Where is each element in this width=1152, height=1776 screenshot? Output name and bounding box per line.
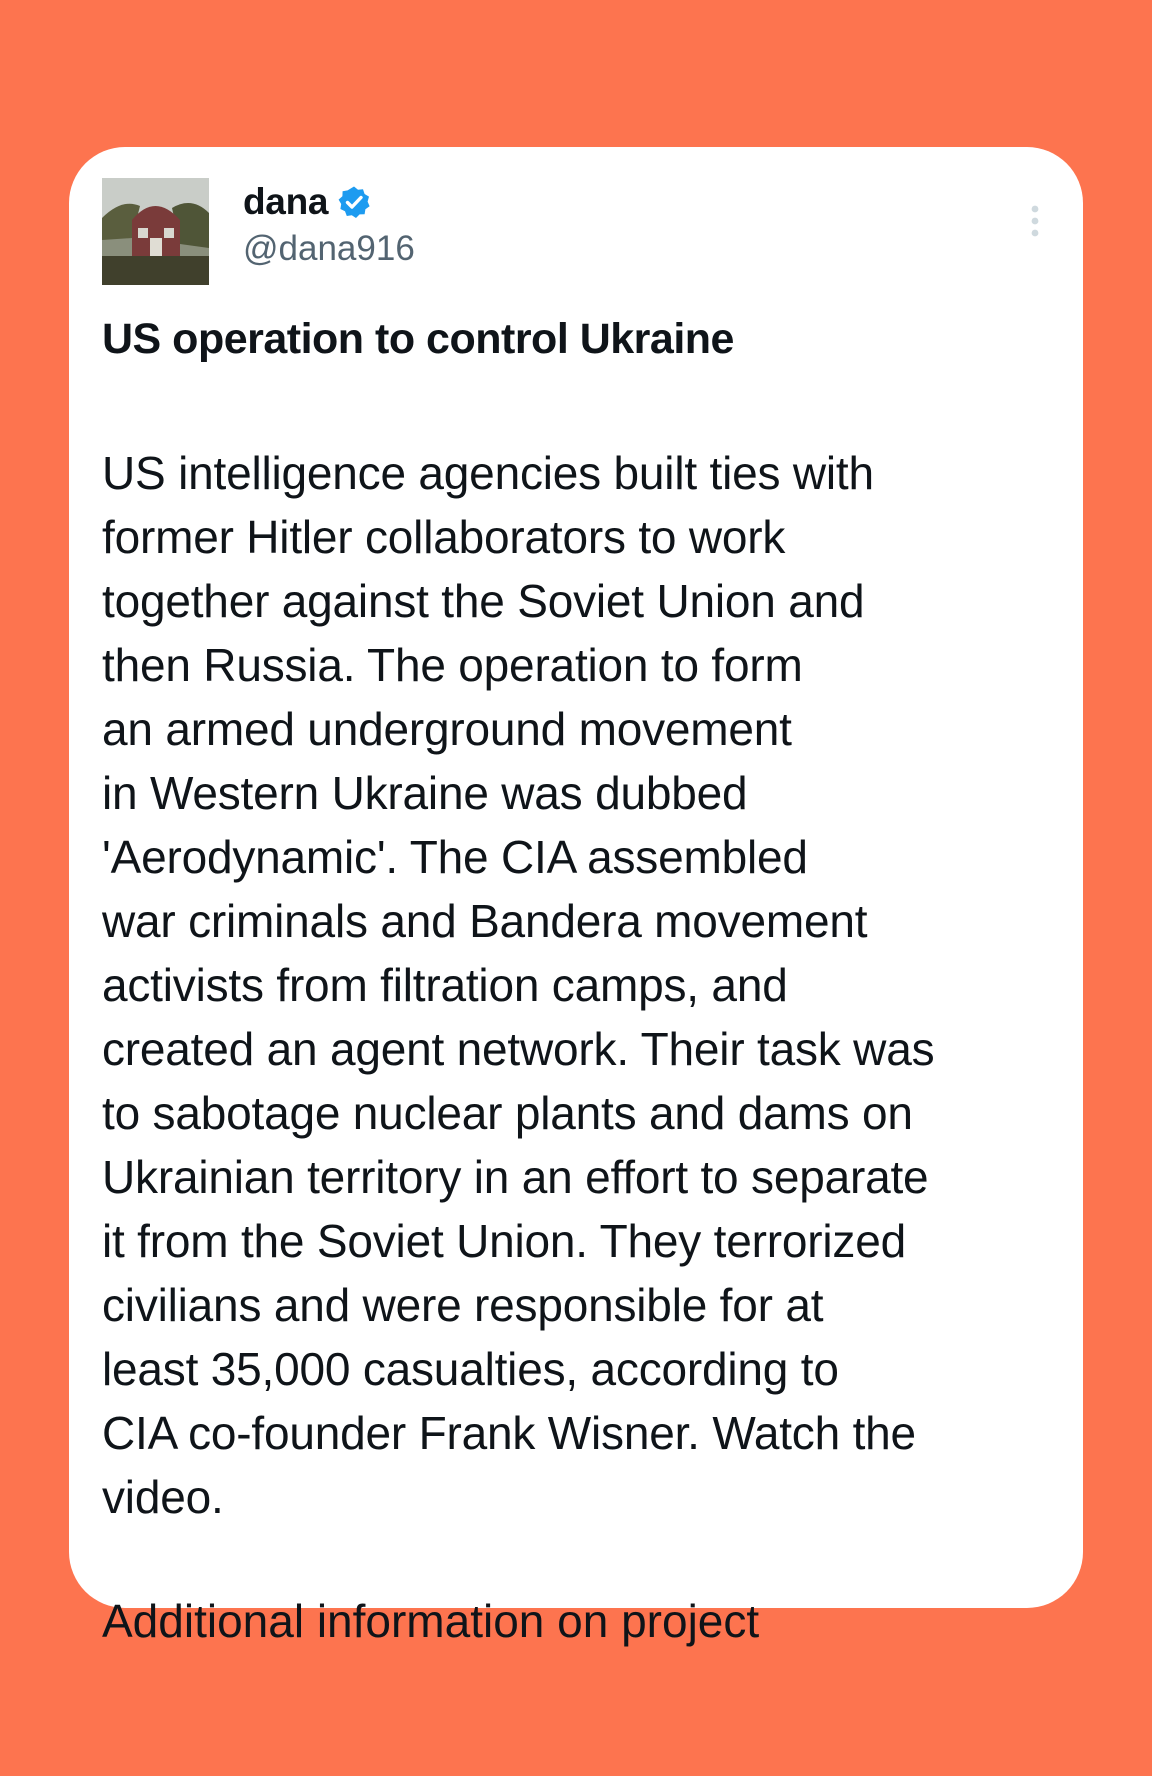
post-body-cutoff-line: Additional information on project: [102, 1595, 760, 1647]
author-handle[interactable]: @dana916: [243, 229, 415, 268]
avatar[interactable]: [102, 178, 209, 285]
post-body-line: former Hitler collaborators to work: [102, 511, 786, 563]
post-body: [102, 441, 1062, 1529]
post-body-line: in Western Ukraine was dubbed: [102, 767, 748, 819]
post-body-line: least 35,000 casualties, according to: [102, 1343, 839, 1395]
post-body-line: civilians and were responsible for at: [102, 1279, 824, 1331]
post-card: [69, 147, 1083, 1647]
post-body-line: to sabotage nuclear plants and dams on: [102, 1087, 913, 1139]
post-body-line: it from the Soviet Union. They terrorized: [102, 1215, 906, 1267]
post-body-line: Ukrainian territory in an effort to separate: [102, 1151, 929, 1203]
post-body-line: US intelligence agencies built ties with: [102, 447, 874, 499]
post-body-line: war criminals and Bandera movement: [102, 895, 868, 947]
author-display-name[interactable]: dana: [243, 181, 329, 222]
post-body-line: created an agent network. Their task was: [102, 1023, 935, 1075]
post-body-line: activists from filtration camps, and: [102, 959, 788, 1011]
verified-badge-icon: [337, 185, 371, 219]
author-name-row[interactable]: [243, 179, 371, 225]
post-body-line: video.: [102, 1471, 224, 1523]
post-title: US operation to control Ukraine: [102, 315, 734, 363]
post-body-line: together against the Soviet Union and: [102, 575, 865, 627]
post-body-line: an armed underground movement: [102, 703, 792, 755]
post-body-line: 'Aerodynamic'. The CIA assembled: [102, 831, 808, 883]
post-body-line: then Russia. The operation to form: [102, 639, 803, 691]
house-photo-avatar: [102, 178, 209, 285]
post-body-line: CIA co-founder Frank Wisner. Watch the: [102, 1407, 916, 1459]
more-options-icon[interactable]: [1025, 203, 1045, 243]
